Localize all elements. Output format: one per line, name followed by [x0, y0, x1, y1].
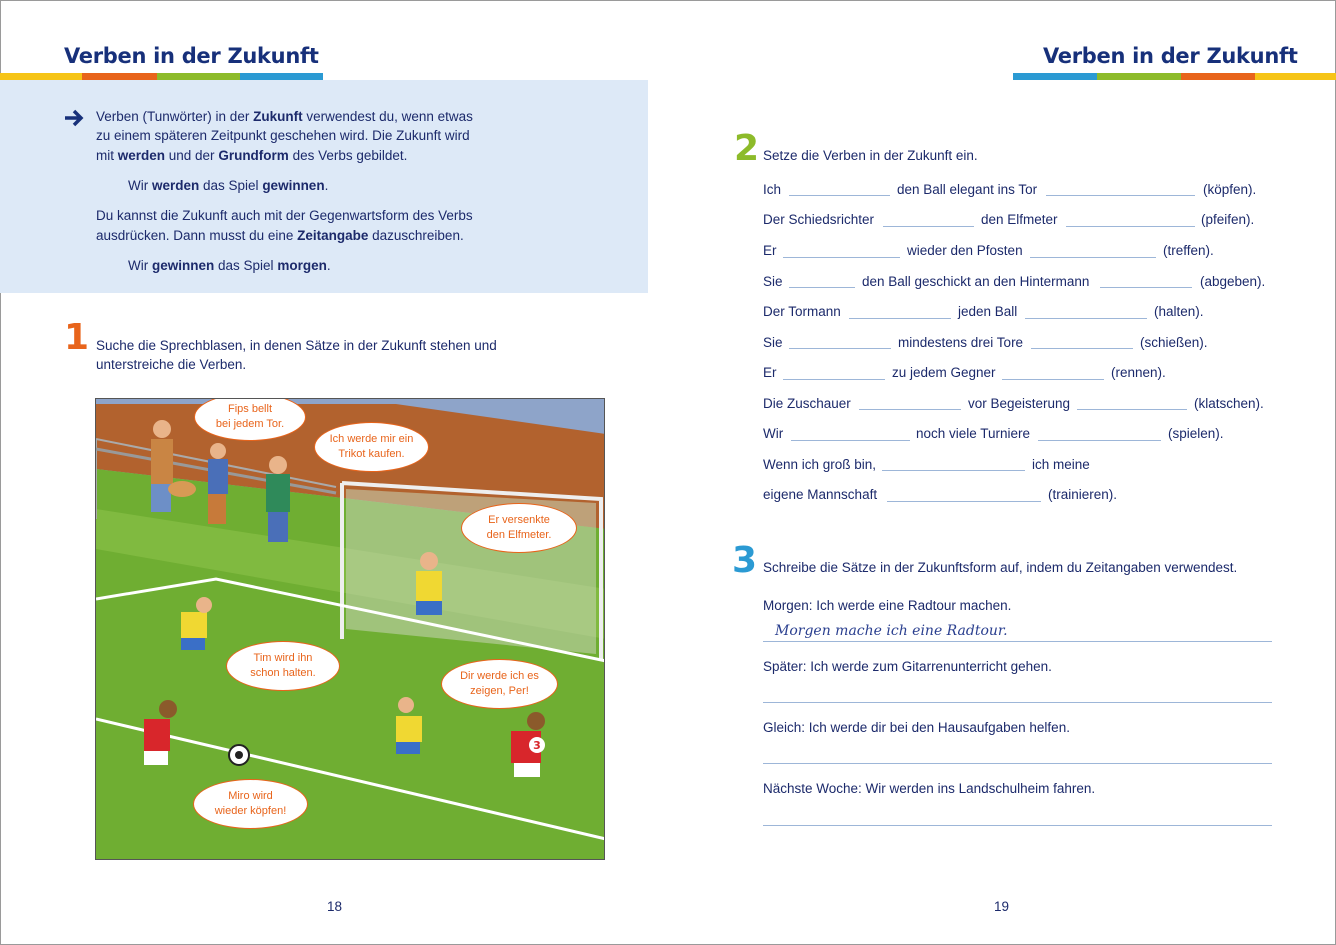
sentence-prompt: Nächste Woche: Wir werden ins Landschulheim fahren.: [763, 781, 1096, 796]
verb-hint: (spielen).: [1168, 426, 1224, 441]
exercise-instruction: unterstreiche die Verben.: [96, 357, 247, 372]
football-illustration: [95, 398, 605, 860]
row-text: Sie: [763, 274, 783, 289]
row-text: Er: [763, 365, 777, 380]
answer-blank[interactable]: [1066, 226, 1195, 227]
answer-blank[interactable]: [1038, 440, 1161, 441]
answer-blank[interactable]: [1100, 287, 1192, 288]
answer-line[interactable]: [763, 702, 1272, 703]
row-text: eigene Mannschaft: [763, 487, 878, 502]
arrow-right-icon: [63, 109, 85, 127]
row-text: jeden Ball: [958, 304, 1018, 319]
info-line: ausdrücken. Dann musst du eine Zeitangabe dazuschreiben.: [96, 228, 464, 243]
example-sentence: Wir werden das Spiel gewinnen.: [128, 178, 329, 193]
stripe-yellow: [1255, 73, 1336, 80]
row-text: Der Tormann: [763, 304, 841, 319]
answer-blank[interactable]: [1077, 409, 1187, 410]
answer-blank[interactable]: [1002, 379, 1104, 380]
row-text: Wenn ich groß bin,: [763, 457, 877, 472]
example-sentence: Wir gewinnen das Spiel morgen.: [128, 258, 331, 273]
answer-blank[interactable]: [1046, 195, 1195, 196]
answer-blank[interactable]: [791, 440, 910, 441]
speech-bubble: Dir werde ich es zeigen, Per!: [441, 659, 558, 709]
row-text: Ich: [763, 182, 782, 197]
answer-blank[interactable]: [887, 501, 1041, 502]
answer-line[interactable]: [763, 641, 1272, 642]
answer-blank[interactable]: [1031, 348, 1133, 349]
stripe-blue: [240, 73, 323, 80]
answer-blank[interactable]: [789, 195, 890, 196]
verb-hint: (schießen).: [1140, 335, 1208, 350]
info-line: mit werden und der Grundform des Verbs gebildet.: [96, 148, 408, 163]
answer-blank[interactable]: [1025, 318, 1147, 319]
info-line: Du kannst die Zukunft auch mit der Gegenwartsform des Verbs: [96, 208, 473, 223]
stripe-blue: [1013, 73, 1097, 80]
verb-hint: (rennen).: [1111, 365, 1166, 380]
verb-hint: (halten).: [1154, 304, 1204, 319]
verb-hint: (abgeben).: [1200, 274, 1266, 289]
speech-bubble: Miro wird wieder köpfen!: [193, 779, 308, 829]
exercise-instruction: Suche die Sprechblasen, in denen Sätze in der Zukunft stehen und: [96, 338, 497, 353]
info-line: zu einem späteren Zeitpunkt geschehen wird. Die Zukunft wird: [96, 128, 470, 143]
speech-bubble: Er versenkte den Elfmeter.: [461, 503, 577, 553]
row-text: ich meine: [1032, 457, 1090, 472]
verb-hint: (treffen).: [1163, 243, 1214, 258]
exercise-instruction: Setze die Verben in der Zukunft ein.: [763, 148, 978, 163]
row-text: den Ball elegant ins Tor: [897, 182, 1038, 197]
page-number: 18: [327, 899, 343, 914]
row-text: Er: [763, 243, 777, 258]
stripe-orange: [1181, 73, 1255, 80]
right-page-title: Verben in der Zukunft: [1043, 44, 1298, 68]
verb-hint: (klatschen).: [1194, 396, 1264, 411]
speech-bubble: Tim wird ihn schon halten.: [226, 641, 340, 691]
row-text: noch viele Turniere: [916, 426, 1031, 441]
verb-hint: (trainieren).: [1048, 487, 1118, 502]
sentence-prompt: Später: Ich werde zum Gitarrenunterricht gehen.: [763, 659, 1052, 674]
row-text: wieder den Pfosten: [907, 243, 1023, 258]
row-text: Wir: [763, 426, 784, 441]
sentence-prompt: Gleich: Ich werde dir bei den Hausaufgaben helfen.: [763, 720, 1070, 735]
info-line: Verben (Tunwörter) in der Zukunft verwendest du, wenn etwas: [96, 109, 473, 124]
row-text: den Elfmeter: [981, 212, 1058, 227]
sentence-prompt: Morgen: Ich werde eine Radtour machen.: [763, 598, 1012, 613]
row-text: zu jedem Gegner: [892, 365, 996, 380]
answer-line[interactable]: [763, 763, 1272, 764]
row-text: Sie: [763, 335, 783, 350]
answer-blank[interactable]: [783, 379, 885, 380]
verb-hint: (köpfen).: [1203, 182, 1257, 197]
row-text: Die Zuschauer: [763, 396, 851, 411]
exercise-instruction: Schreibe die Sätze in der Zukunftsform auf, indem du Zeitangaben verwendest.: [763, 560, 1238, 575]
answer-blank[interactable]: [1030, 257, 1156, 258]
sample-answer: Morgen mache ich eine Radtour.: [775, 623, 1008, 639]
row-text: mindestens drei Tore: [898, 335, 1024, 350]
exercise-number: 3: [732, 540, 758, 581]
stripe-green: [157, 73, 240, 80]
row-text: Der Schiedsrichter: [763, 212, 875, 227]
answer-blank[interactable]: [789, 348, 891, 349]
page-number: 19: [994, 899, 1010, 914]
answer-line[interactable]: [763, 825, 1272, 826]
answer-blank[interactable]: [882, 470, 1025, 471]
left-page-title: Verben in der Zukunft: [64, 44, 319, 68]
stripe-green: [1097, 73, 1181, 80]
exercise-number: 2: [734, 128, 760, 169]
row-text: vor Begeisterung: [968, 396, 1071, 411]
answer-blank[interactable]: [783, 257, 900, 258]
speech-bubble: Ich werde mir ein Trikot kaufen.: [314, 422, 429, 472]
speech-bubble: Fips bellt bei jedem Tor.: [194, 398, 306, 441]
stripe-yellow: [0, 73, 82, 80]
answer-blank[interactable]: [859, 409, 961, 410]
answer-blank[interactable]: [883, 226, 974, 227]
stripe-orange: [82, 73, 157, 80]
exercise-number: 1: [64, 317, 90, 358]
answer-blank[interactable]: [849, 318, 951, 319]
verb-hint: (pfeifen).: [1201, 212, 1255, 227]
row-text: den Ball geschickt an den Hintermann: [862, 274, 1090, 289]
answer-blank[interactable]: [789, 287, 855, 288]
jersey-number: 3: [533, 739, 541, 752]
